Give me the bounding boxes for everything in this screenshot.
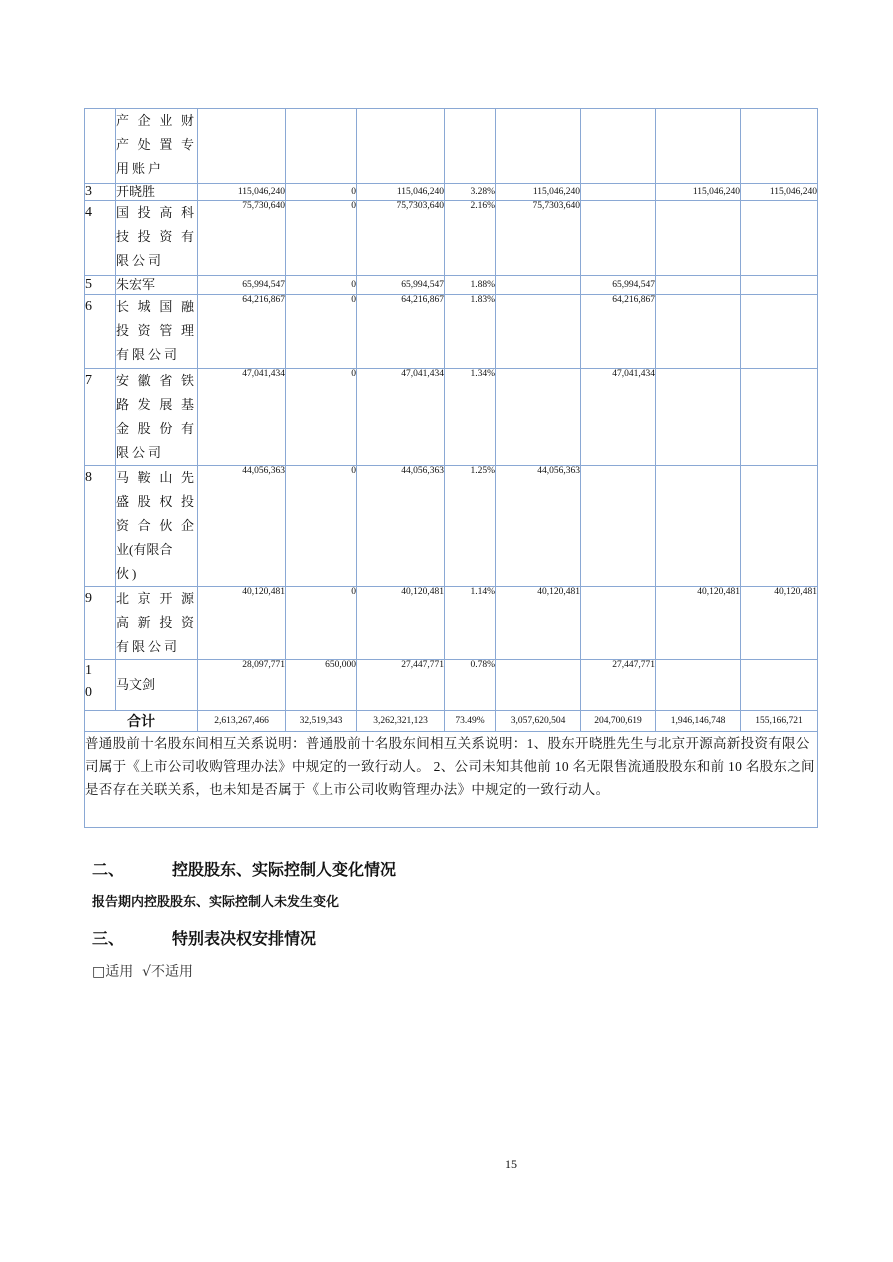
- cell: [581, 184, 656, 201]
- cell: 64,216,867: [198, 295, 286, 369]
- name-line: 马鞍山先: [116, 470, 197, 485]
- total-cell: 3,057,620,504: [496, 711, 581, 732]
- name-line: 有限公司: [116, 347, 181, 362]
- shareholder-name: [116, 109, 198, 184]
- total-label: 合计: [85, 711, 198, 732]
- shareholder-name: [116, 587, 198, 660]
- total-cell: 1,946,146,748: [656, 711, 741, 732]
- cell: [656, 660, 741, 711]
- section-heading-2: [92, 857, 396, 880]
- shareholder-name: 开晓胜: [116, 184, 198, 201]
- cell: [741, 109, 818, 184]
- cell: 115,046,240: [496, 184, 581, 201]
- cell: [656, 276, 741, 295]
- row-index: 5: [85, 276, 116, 295]
- row-index: [85, 660, 116, 711]
- cell: 40,120,481: [198, 587, 286, 660]
- cell: 65,994,547: [581, 276, 656, 295]
- relationship-note: 普通股前十名股东间相互关系说明：普通股前十名股东间相互关系说明：1、股东开晓胜先生与北京开源高新投资有限公司属于《上市公司收购管理办法》中规定的一致行动人。 2、公司未知其他前 10 名无限售流通股股东和前 10 名股东之间是否存在关联关系，也未知是否属于《上市公司收购管理办法》中规定的一致行动人。: [85, 732, 818, 828]
- name-line: 产企业财: [116, 113, 197, 128]
- cell: [496, 295, 581, 369]
- cell: 1.83%: [445, 295, 496, 369]
- cell: [656, 369, 741, 466]
- top-shareholders-table: [84, 108, 818, 828]
- cell: 40,120,481: [357, 587, 445, 660]
- cell: 0: [286, 369, 357, 466]
- index-line: 0: [85, 685, 92, 700]
- name-line: 北京开源: [116, 591, 197, 606]
- table-row: [85, 201, 818, 276]
- row-index: 4: [85, 201, 116, 276]
- cell: 0: [286, 587, 357, 660]
- cell: 2.16%: [445, 201, 496, 276]
- cell: 65,994,547: [198, 276, 286, 295]
- name-line: 高新投资: [116, 615, 197, 630]
- name-line: 投资管理: [116, 323, 197, 338]
- cell: 115,046,240: [357, 184, 445, 201]
- cell: [656, 295, 741, 369]
- cell: [496, 369, 581, 466]
- total-cell: 73.49%: [445, 711, 496, 732]
- cell: [198, 109, 286, 184]
- total-row: [85, 711, 818, 732]
- cell: 47,041,434: [198, 369, 286, 466]
- section-title: 控股股东、实际控制人变化情况: [172, 860, 397, 879]
- table-row: [85, 109, 818, 184]
- table-row: [85, 184, 818, 201]
- row-index: [85, 109, 116, 184]
- row-index: 6: [85, 295, 116, 369]
- index-line: 1: [85, 663, 92, 678]
- section-title: 特别表决权安排情况: [172, 929, 317, 948]
- name-line: 长城国融: [116, 299, 197, 314]
- table-row: [85, 587, 818, 660]
- cell: 115,046,240: [656, 184, 741, 201]
- name-line: 有限公司: [116, 639, 181, 654]
- option-applicable: □适用: [92, 964, 134, 980]
- name-line: 国投高科: [116, 205, 197, 220]
- cell: [496, 276, 581, 295]
- cell: 44,056,363: [496, 466, 581, 587]
- name-line: 资合伙企: [116, 518, 197, 533]
- shareholder-name: 马文剑: [116, 660, 198, 711]
- cell: 75,7303,640: [357, 201, 445, 276]
- cell: 40,120,481: [496, 587, 581, 660]
- row-index: 7: [85, 369, 116, 466]
- row-index: 8: [85, 466, 116, 587]
- cell: [656, 201, 741, 276]
- note-row: [85, 732, 818, 828]
- cell: [741, 660, 818, 711]
- cell: 1.14%: [445, 587, 496, 660]
- table-row: [85, 660, 818, 711]
- total-cell: 32,519,343: [286, 711, 357, 732]
- shareholder-name: [116, 369, 198, 466]
- cell: 1.88%: [445, 276, 496, 295]
- cell: [496, 660, 581, 711]
- name-line: 限公司: [116, 445, 165, 460]
- cell: [741, 276, 818, 295]
- cell: 75,730,640: [198, 201, 286, 276]
- shareholder-name: [116, 295, 198, 369]
- name-line: 金股份有: [116, 421, 197, 436]
- cell: [581, 109, 656, 184]
- section-2-body: 报告期内控股股东、实际控制人未发生变化: [92, 895, 340, 910]
- shareholder-name: 朱宏军: [116, 276, 198, 295]
- row-index: 9: [85, 587, 116, 660]
- cell: 28,097,771: [198, 660, 286, 711]
- cell: 3.28%: [445, 184, 496, 201]
- cell: 0: [286, 184, 357, 201]
- cell: 1.25%: [445, 466, 496, 587]
- cell: 27,447,771: [357, 660, 445, 711]
- cell: 47,041,434: [581, 369, 656, 466]
- table-row: [85, 276, 818, 295]
- cell: 47,041,434: [357, 369, 445, 466]
- cell: 44,056,363: [198, 466, 286, 587]
- cell: 0: [286, 201, 357, 276]
- cell: 650,000: [286, 660, 357, 711]
- name-line: 产处置专: [116, 137, 197, 152]
- name-line: 安徽省铁: [116, 373, 197, 388]
- cell: 0: [286, 466, 357, 587]
- total-cell: 3,262,321,123: [357, 711, 445, 732]
- name-line: 路发展基: [116, 397, 197, 412]
- cell: 0: [286, 276, 357, 295]
- total-cell: 2,613,267,466: [198, 711, 286, 732]
- cell: [741, 201, 818, 276]
- name-line: 盛股权投: [116, 494, 197, 509]
- cell: 64,216,867: [357, 295, 445, 369]
- total-cell: 155,166,721: [741, 711, 818, 732]
- cell: 27,447,771: [581, 660, 656, 711]
- cell: [741, 466, 818, 587]
- section-heading-3: [92, 926, 316, 949]
- cell: 75,7303,640: [496, 201, 581, 276]
- cell: [357, 109, 445, 184]
- row-index: 3: [85, 184, 116, 201]
- cell: 115,046,240: [198, 184, 286, 201]
- shareholder-name: [116, 466, 198, 587]
- cell: [581, 466, 656, 587]
- cell: [496, 109, 581, 184]
- section-number: 二、: [92, 860, 125, 879]
- option-not-applicable: √不适用: [142, 964, 194, 980]
- name-line: 业(有限合: [116, 542, 173, 557]
- cell: [581, 587, 656, 660]
- cell: [656, 109, 741, 184]
- cell: 40,120,481: [741, 587, 818, 660]
- cell: 64,216,867: [581, 295, 656, 369]
- cell: 1.34%: [445, 369, 496, 466]
- table-row: [85, 369, 818, 466]
- cell: [656, 466, 741, 587]
- table-row: [85, 295, 818, 369]
- cell: 44,056,363: [357, 466, 445, 587]
- cell: [581, 201, 656, 276]
- page-number: 15: [505, 1157, 517, 1171]
- applicability-options: [92, 961, 193, 981]
- cell: 0: [286, 295, 357, 369]
- table-row: [85, 466, 818, 587]
- cell: 40,120,481: [656, 587, 741, 660]
- name-line: 伙): [116, 566, 140, 581]
- cell: 65,994,547: [357, 276, 445, 295]
- shareholder-name: [116, 201, 198, 276]
- total-cell: 204,700,619: [581, 711, 656, 732]
- cell: [445, 109, 496, 184]
- cell: [741, 369, 818, 466]
- cell: [741, 295, 818, 369]
- name-line: 技投资有: [116, 229, 197, 244]
- name-line: 限公司: [116, 253, 165, 268]
- cell: 0.78%: [445, 660, 496, 711]
- cell: [286, 109, 357, 184]
- cell: 115,046,240: [741, 184, 818, 201]
- section-number: 三、: [92, 929, 125, 948]
- name-line: 用账户: [116, 161, 165, 176]
